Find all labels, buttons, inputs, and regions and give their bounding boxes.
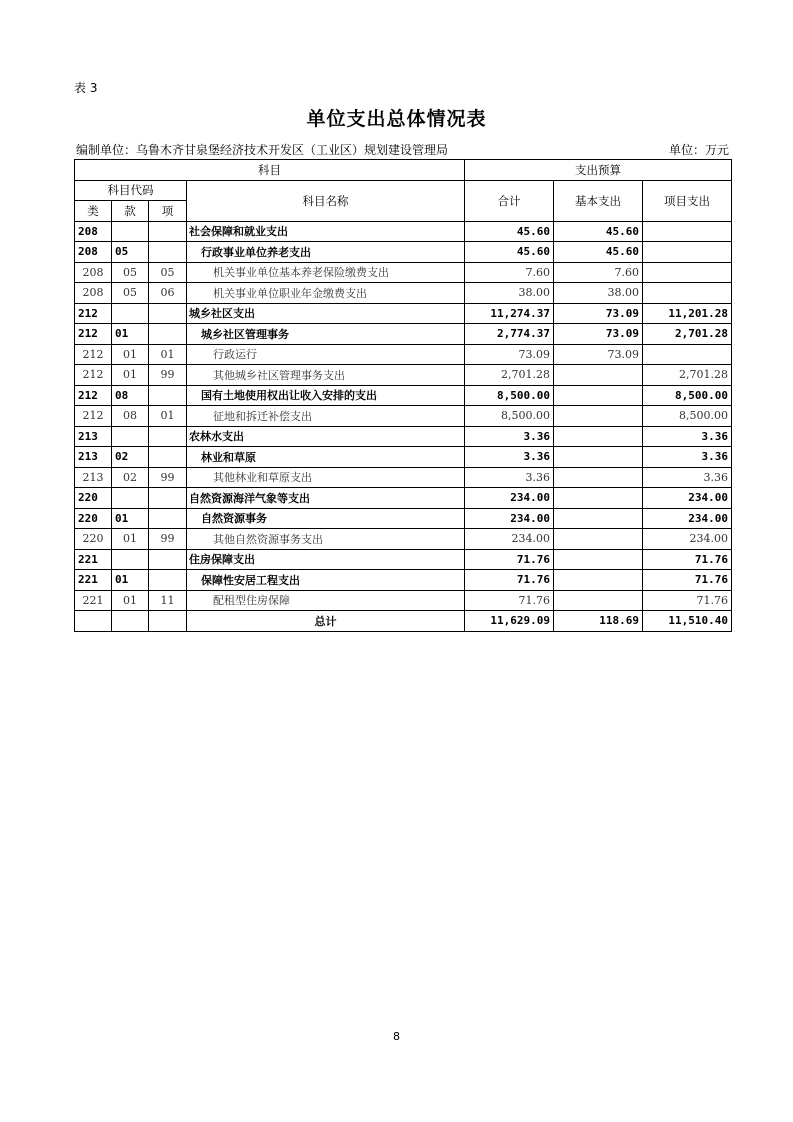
cell-project: 71.76 [643, 549, 732, 570]
cell-lei: 213 [75, 447, 112, 468]
cell-name: 行政事业单位养老支出 [187, 242, 465, 263]
cell-name: 城乡社区管理事务 [187, 324, 465, 345]
total-empty-cell [149, 611, 187, 632]
total-label: 总计 [187, 611, 465, 632]
cell-basic [554, 549, 643, 570]
cell-basic [554, 467, 643, 488]
table-number-label: 表 3 [74, 81, 98, 95]
table-row [75, 303, 732, 324]
cell-total: 234.00 [465, 508, 554, 529]
table-row [75, 529, 732, 550]
cell-xiang [149, 447, 187, 468]
page-title: 单位支出总体情况表 [306, 108, 487, 130]
cell-kuan: 02 [112, 467, 149, 488]
cell-xiang: 11 [149, 590, 187, 611]
header-kuan: 款 [112, 201, 149, 222]
cell-total: 2,701.28 [465, 365, 554, 386]
cell-basic [554, 590, 643, 611]
cell-name: 其他城乡社区管理事务支出 [187, 365, 465, 386]
cell-xiang: 05 [149, 262, 187, 283]
cell-xiang [149, 385, 187, 406]
cell-total: 45.60 [465, 221, 554, 242]
cell-kuan: 01 [112, 529, 149, 550]
cell-total: 7.60 [465, 262, 554, 283]
cell-lei: 213 [75, 426, 112, 447]
cell-kuan [112, 303, 149, 324]
cell-xiang [149, 549, 187, 570]
cell-total: 11,274.37 [465, 303, 554, 324]
cell-basic [554, 365, 643, 386]
cell-lei: 220 [75, 529, 112, 550]
cell-kuan: 05 [112, 242, 149, 263]
cell-name: 配租型住房保障 [187, 590, 465, 611]
cell-xiang [149, 570, 187, 591]
cell-project [643, 262, 732, 283]
cell-lei: 212 [75, 324, 112, 345]
cell-xiang [149, 221, 187, 242]
table-row [75, 283, 732, 304]
cell-project [643, 283, 732, 304]
cell-lei: 221 [75, 549, 112, 570]
cell-project [643, 242, 732, 263]
header-xiang: 项 [149, 201, 187, 222]
cell-lei: 220 [75, 488, 112, 509]
cell-name: 其他自然资源事务支出 [187, 529, 465, 550]
compiling-unit: 编制单位：乌鲁木齐甘泉堡经济技术开发区（工业区）规划建设管理局 [76, 143, 449, 157]
cell-name: 其他林业和草原支出 [187, 467, 465, 488]
total-empty-cell [75, 611, 112, 632]
header-project: 项目支出 [643, 180, 732, 221]
cell-basic: 73.09 [554, 303, 643, 324]
cell-basic [554, 447, 643, 468]
table-row [75, 467, 732, 488]
cell-project: 8,500.00 [643, 385, 732, 406]
cell-xiang: 99 [149, 467, 187, 488]
cell-total: 8,500.00 [465, 385, 554, 406]
total-row [75, 611, 732, 632]
cell-total: 71.76 [465, 549, 554, 570]
table-row [75, 590, 732, 611]
cell-project [643, 344, 732, 365]
table-row [75, 262, 732, 283]
cell-xiang [149, 303, 187, 324]
table-row [75, 406, 732, 427]
cell-basic [554, 508, 643, 529]
cell-basic: 38.00 [554, 283, 643, 304]
cell-kuan: 01 [112, 590, 149, 611]
cell-basic [554, 570, 643, 591]
header-total: 合计 [465, 180, 554, 221]
header-lei: 类 [75, 201, 112, 222]
cell-lei: 212 [75, 406, 112, 427]
cell-name: 机关事业单位基本养老保险缴费支出 [187, 262, 465, 283]
cell-total: 45.60 [465, 242, 554, 263]
table-row [75, 365, 732, 386]
cell-total: 2,774.37 [465, 324, 554, 345]
table-row [75, 508, 732, 529]
table-row [75, 344, 732, 365]
table-row [75, 549, 732, 570]
cell-total: 3.36 [465, 426, 554, 447]
cell-kuan: 01 [112, 508, 149, 529]
cell-basic [554, 385, 643, 406]
cell-xiang [149, 508, 187, 529]
cell-xiang [149, 242, 187, 263]
cell-basic [554, 529, 643, 550]
cell-project: 3.36 [643, 447, 732, 468]
cell-xiang: 06 [149, 283, 187, 304]
header-row-1 [75, 160, 732, 181]
cell-kuan: 01 [112, 324, 149, 345]
cell-kuan: 01 [112, 365, 149, 386]
cell-total: 71.76 [465, 570, 554, 591]
cell-lei: 208 [75, 283, 112, 304]
header-budget: 支出预算 [465, 160, 732, 181]
cell-kuan: 08 [112, 385, 149, 406]
cell-kuan: 05 [112, 262, 149, 283]
header-subject: 科目 [75, 160, 465, 181]
cell-kuan: 01 [112, 344, 149, 365]
cell-kuan [112, 221, 149, 242]
cell-total: 3.36 [465, 447, 554, 468]
table-row [75, 324, 732, 345]
cell-project: 234.00 [643, 508, 732, 529]
cell-lei: 212 [75, 385, 112, 406]
cell-lei: 212 [75, 303, 112, 324]
cell-basic: 73.09 [554, 344, 643, 365]
cell-name: 林业和草原 [187, 447, 465, 468]
cell-name: 保障性安居工程支出 [187, 570, 465, 591]
cell-basic [554, 426, 643, 447]
cell-project: 234.00 [643, 488, 732, 509]
total-basic: 118.69 [554, 611, 643, 632]
cell-name: 社会保障和就业支出 [187, 221, 465, 242]
cell-total: 73.09 [465, 344, 554, 365]
cell-basic: 7.60 [554, 262, 643, 283]
cell-name: 自然资源事务 [187, 508, 465, 529]
cell-basic [554, 406, 643, 427]
cell-xiang [149, 488, 187, 509]
cell-project: 8,500.00 [643, 406, 732, 427]
cell-total: 234.00 [465, 529, 554, 550]
cell-kuan: 05 [112, 283, 149, 304]
cell-name: 城乡社区支出 [187, 303, 465, 324]
cell-total: 8,500.00 [465, 406, 554, 427]
currency-unit: 单位：万元 [668, 143, 729, 157]
cell-total: 234.00 [465, 488, 554, 509]
cell-total: 71.76 [465, 590, 554, 611]
cell-basic: 45.60 [554, 242, 643, 263]
table-row [75, 385, 732, 406]
cell-kuan: 02 [112, 447, 149, 468]
cell-xiang [149, 324, 187, 345]
table-row [75, 447, 732, 468]
header-name: 科目名称 [187, 180, 465, 221]
cell-kuan [112, 488, 149, 509]
cell-kuan [112, 426, 149, 447]
cell-name: 行政运行 [187, 344, 465, 365]
cell-lei: 221 [75, 570, 112, 591]
cell-xiang: 99 [149, 365, 187, 386]
cell-xiang [149, 426, 187, 447]
cell-kuan: 08 [112, 406, 149, 427]
table-row [75, 570, 732, 591]
total-sum: 11,629.09 [465, 611, 554, 632]
cell-total: 3.36 [465, 467, 554, 488]
cell-lei: 220 [75, 508, 112, 529]
table-row [75, 221, 732, 242]
cell-lei: 208 [75, 262, 112, 283]
table-row [75, 488, 732, 509]
cell-lei: 213 [75, 467, 112, 488]
cell-project: 3.36 [643, 467, 732, 488]
total-project: 11,510.40 [643, 611, 732, 632]
cell-xiang: 99 [149, 529, 187, 550]
cell-lei: 221 [75, 590, 112, 611]
cell-project: 71.76 [643, 590, 732, 611]
cell-name: 自然资源海洋气象等支出 [187, 488, 465, 509]
cell-basic: 73.09 [554, 324, 643, 345]
cell-project: 234.00 [643, 529, 732, 550]
table-row [75, 242, 732, 263]
header-row-2 [75, 180, 732, 201]
cell-project: 2,701.28 [643, 365, 732, 386]
cell-xiang: 01 [149, 406, 187, 427]
page-number: 8 [393, 1030, 400, 1043]
cell-project [643, 221, 732, 242]
table-body [75, 221, 732, 611]
cell-basic: 45.60 [554, 221, 643, 242]
cell-name: 农林水支出 [187, 426, 465, 447]
cell-name: 住房保障支出 [187, 549, 465, 570]
cell-lei: 212 [75, 365, 112, 386]
cell-name: 机关事业单位职业年金缴费支出 [187, 283, 465, 304]
cell-kuan: 01 [112, 570, 149, 591]
cell-total: 38.00 [465, 283, 554, 304]
cell-project: 71.76 [643, 570, 732, 591]
cell-basic [554, 488, 643, 509]
cell-project: 2,701.28 [643, 324, 732, 345]
cell-lei: 212 [75, 344, 112, 365]
expenditure-table [74, 159, 732, 632]
header-basic: 基本支出 [554, 180, 643, 221]
table-row [75, 426, 732, 447]
cell-name: 征地和拆迁补偿支出 [187, 406, 465, 427]
cell-kuan [112, 549, 149, 570]
cell-project: 3.36 [643, 426, 732, 447]
header-code: 科目代码 [75, 180, 187, 201]
total-empty-cell [112, 611, 149, 632]
cell-lei: 208 [75, 221, 112, 242]
cell-project: 11,201.28 [643, 303, 732, 324]
cell-lei: 208 [75, 242, 112, 263]
cell-xiang: 01 [149, 344, 187, 365]
cell-name: 国有土地使用权出让收入安排的支出 [187, 385, 465, 406]
